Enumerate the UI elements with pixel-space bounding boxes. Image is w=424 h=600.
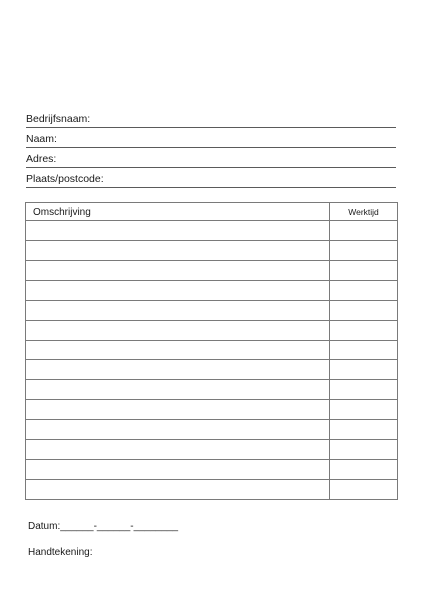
city-postcode-field[interactable] <box>26 171 396 188</box>
column-header-description: Omschrijving <box>33 207 91 218</box>
company-field[interactable] <box>26 111 396 128</box>
table-row <box>26 261 397 280</box>
worktime-cell[interactable] <box>330 380 398 399</box>
table-row <box>26 460 397 479</box>
worktime-cell[interactable] <box>330 420 398 439</box>
worktime-cell[interactable] <box>330 460 398 479</box>
table-row <box>26 420 397 439</box>
worktime-cell[interactable] <box>330 480 398 499</box>
description-cell[interactable] <box>26 321 329 340</box>
date-line[interactable]: Datum:______-______-________ <box>28 521 179 532</box>
description-cell[interactable] <box>26 400 329 419</box>
worktime-cell[interactable] <box>330 321 398 340</box>
description-cell[interactable] <box>26 361 329 380</box>
worktime-cell[interactable] <box>330 400 398 419</box>
worktime-cell[interactable] <box>330 301 398 320</box>
description-cell[interactable] <box>26 380 329 399</box>
worktime-cell[interactable] <box>330 221 398 240</box>
description-cell[interactable] <box>26 281 329 300</box>
table-row <box>26 400 397 419</box>
address-field[interactable] <box>26 151 396 168</box>
table-row <box>26 241 397 260</box>
signature-label[interactable]: Handtekening: <box>28 547 93 558</box>
worktime-cell[interactable] <box>330 281 398 300</box>
description-cell[interactable] <box>26 460 329 479</box>
table-row <box>26 301 397 320</box>
city-postcode-label: Plaats/postcode: <box>26 173 104 185</box>
name-field[interactable] <box>26 131 396 148</box>
table-row <box>26 480 397 499</box>
description-cell[interactable] <box>26 341 329 360</box>
description-cell[interactable] <box>26 241 329 260</box>
description-cell[interactable] <box>26 261 329 280</box>
name-label: Naam: <box>26 133 57 145</box>
description-cell[interactable] <box>26 301 329 320</box>
worktime-cell[interactable] <box>330 440 398 459</box>
description-cell[interactable] <box>26 420 329 439</box>
table-row <box>26 221 397 240</box>
company-label: Bedrijfsnaam: <box>26 113 91 125</box>
worktime-cell[interactable] <box>330 341 398 360</box>
description-cell[interactable] <box>26 440 329 459</box>
table-row <box>26 321 397 340</box>
table-row <box>26 361 397 380</box>
table-row <box>26 281 397 300</box>
description-cell[interactable] <box>26 480 329 499</box>
table-row <box>26 440 397 459</box>
address-label: Adres: <box>26 153 57 165</box>
worktime-table <box>25 202 398 500</box>
table-row <box>26 380 397 399</box>
worktime-cell[interactable] <box>330 361 398 380</box>
table-row <box>26 341 397 360</box>
worktime-cell[interactable] <box>330 241 398 260</box>
column-header-worktime: Werktijd <box>348 207 379 217</box>
description-cell[interactable] <box>26 221 329 240</box>
worktime-cell[interactable] <box>330 261 398 280</box>
